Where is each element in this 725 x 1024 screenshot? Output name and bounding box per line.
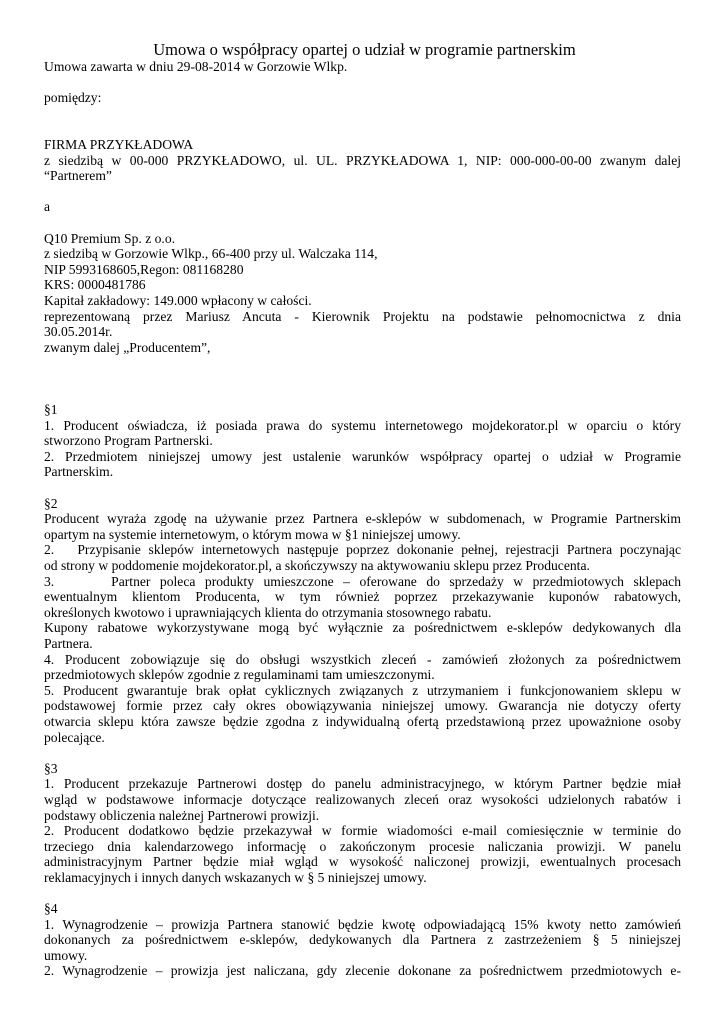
section-2-paragraph: ewentualnym klientom Producenta, w tym również poprzez przekazywanie kuponów rabatowych, [44, 589, 681, 605]
section-2-paragraph: Producent wyraża zgodę na używanie przez Partnera e-sklepów w subdomenach, w Programie Partnerskim [44, 511, 681, 527]
section-3-paragraph: 1. Producent przekazuje Partnerowi dostęp do panelu administracyjnego, w którym Partner będzie miał [44, 776, 681, 792]
section-3-paragraph: wgląd w podstawowe informacje dotyczące realizowanych zleceń oraz wysokości udzielonych rabatów i [44, 791, 681, 807]
section-2-paragraph: określonych kwotowo i uprawniających klienta do otrzymania stosownego rabatu. [44, 604, 492, 620]
section-2-paragraph: przedmiotowych sklepów zgodnie z regulaminami tam umieszczonymi. [44, 667, 435, 683]
section-3-heading: §3 [44, 760, 58, 776]
section-4-paragraph: dokonanych za pośrednictwem e-sklepów, dedykowanych dla Partnera z zastrzeżeniem § 5 niniejszej [44, 932, 681, 948]
section-4-paragraph: umowy. [44, 947, 88, 963]
party2-nip: NIP 5993168605,Regon: 081168280 [44, 261, 244, 277]
document-body [44, 40, 681, 979]
party2-name: Q10 Premium Sp. z o.o. [44, 230, 176, 246]
section-4-heading: §4 [44, 901, 58, 917]
section-2-paragraph: Partnera. [44, 635, 93, 651]
intro-line: Umowa zawarta w dniu 29-08-2014 w Gorzowie Wlkp. [44, 59, 348, 74]
section-1-paragraph: 1. Producent oświadcza, iż posiada prawa do systemu internetowego mojdekorator.pl w oparciu o który [44, 417, 681, 433]
section-3-paragraph: reklamacyjnych i innych danych wskazanych w § 5 niniejszej umowy. [44, 869, 427, 885]
party1-alias: “Partnerem” [44, 168, 112, 184]
party1-name: FIRMA PRZYKŁADOWA [44, 136, 194, 152]
section-2-heading: §2 [44, 495, 58, 511]
party2-address: z siedzibą w Gorzowie Wlkp., 66-400 przy ul. Walczaka 114, [44, 246, 378, 262]
section-4-paragraph: 1. Wynagrodzenie – prowizja Partnera stanowić będzie kwotę odpowiadającą 15% kwoty netto zamówień [44, 916, 681, 932]
between-line: pomiędzy: [44, 90, 102, 106]
section-2-paragraph: Kupony rabatowe wykorzystywane mogą być wyłącznie za pośrednictwem e-sklepów dedykowanych dla [44, 620, 681, 636]
section-3-paragraph: administracyjnym Partner będzie miał wgląd w wysokość naliczonej prowizji, ewentualnych procesach [44, 854, 681, 870]
section-2-paragraph: 5. Producent gwarantuje brak opłat cyklicznych związanych z utrzymaniem i funkcjonowaniem sklepu w [44, 682, 681, 698]
section-3-paragraph: trzeciego dnia kalendarzowego informację o zakończonym procesie naliczania prowizji. W panelu [44, 838, 681, 854]
section-2-paragraph: opartym na systemie internetowym, o którym mowa w §1 niniejszej umowy. [44, 526, 461, 542]
party2-capital: Kapitał zakładowy: 149.000 wpłacony w całości. [44, 292, 312, 308]
section-1-heading: §1 [44, 402, 58, 418]
section-2-paragraph: otwarcia sklepu która zawsze będzie zgodna z indywidualną ofertą przedstawioną przez upoważnione osoby [44, 713, 681, 729]
section-2-paragraph: podstawowej formie przez cały okres obowiązywania niniejszej umowy. Gwarancja nie dotyczy oferty [44, 698, 681, 714]
party1-address: z siedzibą w 00-000 PRZYKŁADOWO, ul. UL. PRZYKŁADOWA 1, NIP: 000-000-00-00 zwanym dalej [44, 152, 681, 168]
section-1-paragraph: 2. Przedmiotem niniejszej umowy jest ustalenie warunków współpracy opartej o udział w Programie [44, 448, 681, 464]
and-line: a [44, 199, 51, 215]
party2-representation-date: 30.05.2014r. [44, 324, 113, 340]
document-title: Umowa o współpracy opartej o udział w programie partnerskim [153, 40, 576, 59]
party2-alias: zwanym dalej „Producentem”, [44, 339, 211, 355]
section-4-paragraph: 2. Wynagrodzenie – prowizja jest naliczana, gdy zlecenie dokonane za pośrednictwem przedmiotowych e- [44, 963, 681, 979]
section-2-paragraph: 4. Producent zobowiązuje się do obsługi wszystkich zleceń - zamówień złożonych za pośrednictwem [44, 651, 681, 667]
section-2-paragraph: polecające. [44, 729, 105, 745]
party2-krs: KRS: 0000481786 [44, 277, 146, 293]
party2-representation: reprezentowaną przez Mariusz Ancuta - Kierownik Projektu na podstawie pełnomocnictwa z dnia [44, 308, 681, 324]
section-2-paragraph: 2. Przypisanie sklepów internetowych następuje poprzez dokonanie pełnej, rejestracji Partnera poczynając [44, 542, 681, 558]
section-3-paragraph: 2. Producent dodatkowo będzie przekazywał w formie wiadomości e-mail comiesięcznie w terminie do [44, 823, 681, 839]
section-3-paragraph: podstawy obliczenia należnej Partnerowi prowizji. [44, 807, 320, 823]
section-1-paragraph: Partnerskim. [44, 464, 114, 480]
section-2-paragraph: od strony w poddomenie mojdekorator.pl, a skończywszy na aktywowaniu sklepu przez Producenta. [44, 558, 590, 574]
section-2-paragraph: 3. Partner poleca produkty umieszczone – oferowane do sprzedaży w przedmiotowych sklepach [44, 573, 681, 589]
section-1-paragraph: stworzono Program Partnerski. [44, 433, 213, 449]
